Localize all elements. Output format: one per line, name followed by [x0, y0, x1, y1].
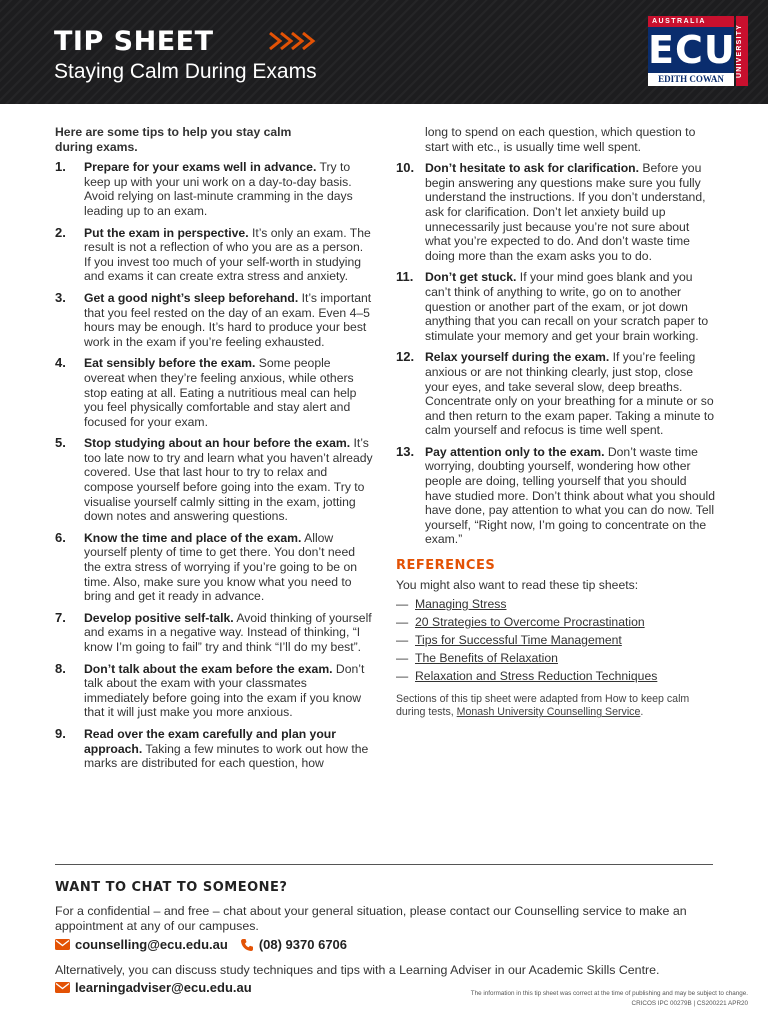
tip-heading: Don’t get stuck. — [425, 270, 517, 285]
chevron-arrows-icon — [268, 31, 316, 51]
email-icon — [55, 982, 70, 993]
tip-body: Try to keep up with your uni work on a day-to-day basis. Avoid relying on last-minute cramming in the days leading up to an exam. — [84, 160, 353, 218]
tip-heading: Develop positive self-talk. — [84, 610, 234, 625]
tip-number: 2. — [55, 224, 66, 240]
tip-item — [55, 226, 373, 284]
tip-heading: Prepare for your exams well in advance. — [84, 160, 317, 175]
reference-link-time-management[interactable]: Tips for Successful Time Management — [415, 633, 622, 648]
phone-icon — [240, 938, 254, 952]
monash-link[interactable]: Monash University Counselling Service — [456, 706, 641, 719]
reference-item — [396, 651, 716, 666]
counselling-text: For a confidential – and free – chat about your general situation, please contact our Counselling service to make an appointment at any of our campuses. — [55, 904, 687, 933]
tip-number: 8. — [55, 660, 66, 676]
tip-item — [396, 161, 716, 263]
email-icon — [55, 939, 70, 950]
intro-text: Here are some tips to help you stay calm during exams. — [55, 125, 292, 154]
tip-item — [55, 436, 373, 524]
tip-body-continued: long to spend on each question, which question to start with etc., is usually time well spent. — [425, 125, 696, 154]
tip-number: 6. — [55, 529, 66, 545]
reference-link-managing-stress[interactable]: Managing Stress — [415, 597, 507, 612]
tip-heading: Don’t talk about the exam before the exam. — [84, 661, 333, 676]
tip-body: If you’re feeling anxious or are not thinking clearly, just stop, close your eyes, and take several slow, deep breaths. Concentrate only on your breathing for a minute or so and then return to the exam paper. Taking a minute to calm yourself and refocus is time well spent. — [425, 350, 715, 438]
tip-number: 10. — [396, 160, 415, 176]
footer-heading: WANT TO CHAT TO SOMEONE? — [55, 880, 288, 895]
tip-heading: Put the exam in perspective. — [84, 225, 249, 240]
learning-adviser-text: Alternatively, you can discuss study techniques and tips with a Learning Adviser in our Academic Skills Centre. — [55, 963, 660, 977]
footer-contact — [55, 880, 715, 995]
dash: — — [396, 597, 409, 612]
ecu-logo — [648, 16, 752, 88]
tip-number: 9. — [55, 725, 66, 741]
counselling-email[interactable]: counselling@ecu.edu.au — [75, 937, 228, 952]
tip-heading: Relax yourself during the exam. — [425, 350, 610, 365]
tip-item — [55, 611, 373, 655]
disclaimer — [328, 989, 748, 1008]
tip-item — [396, 445, 716, 547]
tip-heading: Stop studying about an hour before the exam. — [84, 436, 351, 451]
reference-item — [396, 597, 716, 612]
counselling-phone[interactable]: (08) 9370 6706 — [258, 937, 348, 952]
references-intro: You might also want to read these tip sheets: — [396, 577, 639, 592]
tip-body: Some people overeat when they’re feeling anxious, while others stop eating at all. Eating a nutritious meal can help you feel physically comfortable and stay alert and focused for your exam. — [84, 356, 357, 429]
tip-heading: Read over the exam carefully and plan your approach. — [84, 726, 336, 756]
logo-ecu: ECU — [648, 28, 736, 72]
tip-number: 4. — [55, 355, 66, 371]
tip-body: Don’t talk about the exam with your classmates immediately before going into the exam if you know that it will just make you more anxious. — [84, 661, 365, 720]
tip-item — [396, 350, 716, 438]
header-banner — [0, 0, 768, 104]
tip-number: 13. — [396, 443, 415, 459]
tip-body: Avoid thinking of yourself and exams in a negative way. Instead of thinking, “I know I’m going to fail” try and think “I’ll do my best”. — [84, 610, 372, 654]
tip-body: It’s only an exam. The result is not a reflection of who you are as a person. If you invest too much of your self-worth in studying and exams it can create extra stress and anxiety. — [84, 225, 371, 284]
tip-item — [55, 291, 373, 349]
right-column — [396, 125, 716, 720]
reference-item — [396, 615, 716, 630]
dash: — — [396, 615, 409, 630]
tip-heading: Get a good night’s sleep beforehand. — [84, 290, 299, 305]
tip-heading: Know the time and place of the exam. — [84, 530, 302, 545]
tip-item — [55, 160, 373, 218]
reference-item — [396, 633, 716, 648]
counselling-contacts — [55, 937, 715, 952]
dash: — — [396, 651, 409, 666]
tip-body: Allow yourself plenty of time to get there. You don’t need the extra stress of worrying if you’re going to be on time. Also, make sure you know what you need to bring and get it ready in advance. — [84, 530, 358, 604]
tip-body: Taking a few minutes to work out how the marks are distributed for each question, how — [84, 741, 369, 771]
tip-number: 12. — [396, 349, 415, 365]
disclaimer-line-1: The information in this tip sheet was correct at the time of publishing and may be subject to change. — [470, 990, 748, 997]
logo-edith-cowan: EDITH COWAN — [648, 73, 734, 86]
tip-body: It’s too late now to try and learn what you haven’t already covered. Use that last hour to try to relax and compose yourself before going into the exam. Try to visualise yourself calmly sitting in the exam, jotting down notes and answering questions. — [84, 436, 373, 524]
references-heading: REFERENCES — [396, 558, 496, 574]
tip-heading: Pay attention only to the exam. — [425, 444, 605, 459]
adapted-suffix: . — [640, 706, 644, 719]
tip-item — [396, 270, 716, 343]
tip-body: Before you begin answering any questions make sure you fully understand the instructions. If you don’t understand, ask for clarification. Don’t let anxiety build up unnecessarily just because you’re not sure about what you’re expected to do. And don’t waste time doing more than the exam asks you to do. — [425, 161, 706, 263]
tip-body: It’s important that you feel rested on the day of an exam. Even 4–5 hours may be enough. It’s hard to produce your best work in the exam if you’re feeling exhausted. — [84, 290, 372, 349]
adapted-prefix: Sections of this tip sheet were adapted from How to keep calm during tests, — [396, 692, 690, 719]
tip-item — [55, 727, 373, 771]
disclaimer-line-2: CRICOS IPC 00279B | CS200221 APR20 — [631, 999, 748, 1007]
learning-adviser-email[interactable]: learningadviser@ecu.edu.au — [75, 980, 252, 995]
tip-number: 11. — [396, 269, 414, 285]
logo-university: UNIVERSITY — [736, 16, 748, 86]
reference-link-procrastination[interactable]: 20 Strategies to Overcome Procrastination — [415, 615, 645, 630]
tip-item — [55, 356, 373, 429]
tip-item — [55, 531, 373, 604]
tip-body: If your mind goes blank and you can’t think of anything to write, go on to another question or another part of the exam, or jot down anything that you can recall on your scratch paper to stimulate your memory and get your brain working. — [425, 270, 709, 343]
page-title: TIP SHEET — [54, 26, 214, 57]
references-list — [396, 597, 716, 684]
tip-heading: Eat sensibly before the exam. — [84, 356, 256, 371]
tip-heading: Don’t hesitate to ask for clarification. — [425, 161, 640, 176]
tip-body: Don’t waste time worrying, doubting yourself, wondering how other people are doing, telling yourself that you should have studied more. Don’t think about what you should have done, pay attention to what you can do now. Tell yourself, “Right now, I’m going to concentrate on the exam.” — [425, 444, 715, 547]
tip-number: 1. — [55, 159, 66, 175]
adapted-note — [396, 693, 716, 720]
reference-link-stress-reduction[interactable]: Relaxation and Stress Reduction Techniques — [415, 669, 658, 684]
page-subtitle: Staying Calm During Exams — [54, 60, 317, 83]
tip-number: 7. — [55, 609, 66, 625]
dash: — — [396, 669, 409, 684]
tip-number: 5. — [55, 435, 66, 451]
reference-link-relaxation-benefits[interactable]: The Benefits of Relaxation — [415, 651, 558, 666]
logo-australia: AUSTRALIA — [648, 16, 734, 27]
tip-item — [55, 662, 373, 720]
dash: — — [396, 633, 409, 648]
tip-number: 3. — [55, 289, 66, 305]
reference-item — [396, 669, 716, 684]
left-column — [55, 125, 373, 778]
divider — [55, 864, 713, 865]
